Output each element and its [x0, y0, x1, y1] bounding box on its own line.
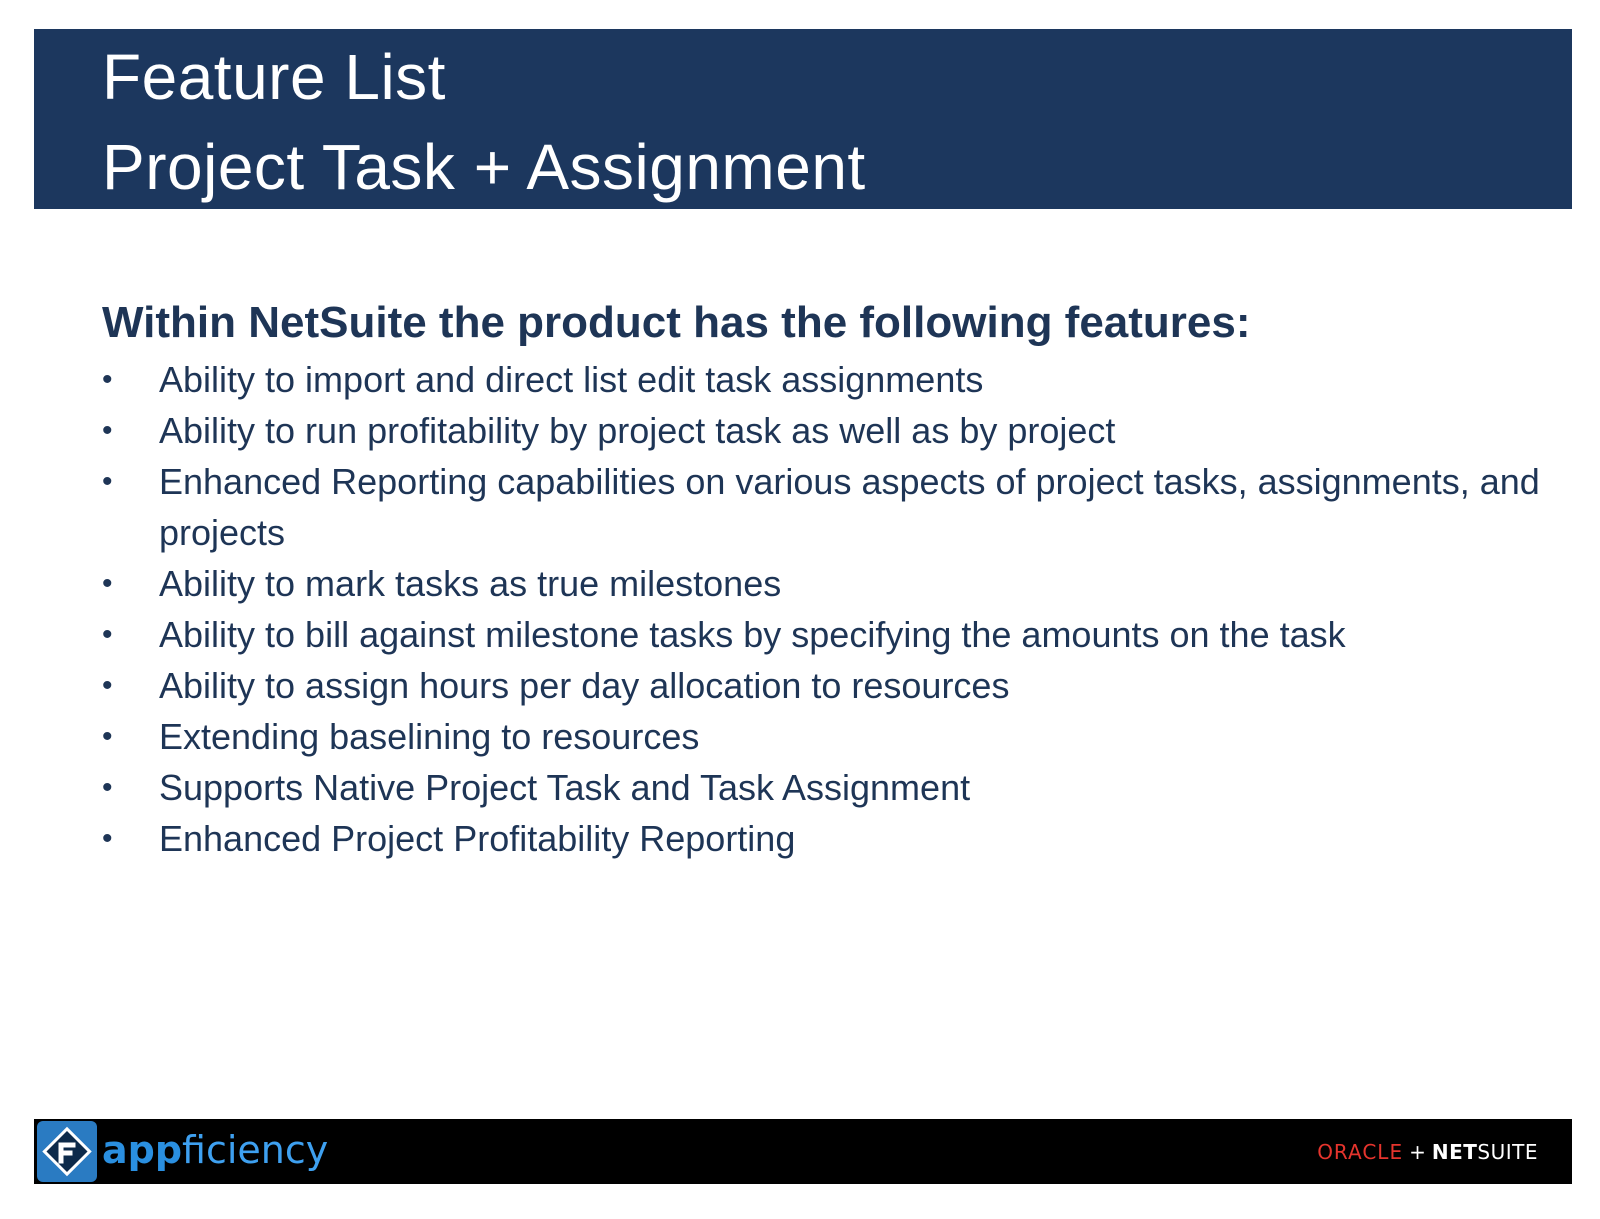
feature-text: Enhanced Project Profitability Reporting: [159, 818, 796, 859]
netsuite-wordmark-suite: SUITE: [1477, 1140, 1538, 1164]
bullet-icon: •: [102, 771, 113, 804]
bullet-icon: •: [102, 414, 113, 447]
slide-content: [102, 292, 1542, 864]
list-item: [102, 405, 1542, 456]
feature-text: Ability to assign hours per day allocation to resources: [159, 665, 1010, 706]
page-title: Feature List: [102, 41, 446, 113]
list-item: [102, 456, 1542, 558]
bullet-icon: •: [102, 567, 113, 600]
list-item: [102, 609, 1542, 660]
bullet-icon: •: [102, 618, 113, 651]
appficiency-logo-icon: [37, 1121, 97, 1182]
oracle-wordmark: ORACLE: [1317, 1140, 1404, 1164]
bullet-icon: •: [102, 465, 113, 498]
footer-bar: [34, 1119, 1572, 1184]
brand-part-ficiency: ficiency: [182, 1128, 329, 1172]
list-item: [102, 558, 1542, 609]
feature-text: Extending baselining to resources: [159, 716, 700, 757]
plus-sign: +: [1409, 1140, 1426, 1164]
bullet-icon: •: [102, 720, 113, 753]
list-item: [102, 711, 1542, 762]
feature-text: Ability to import and direct list edit task assignments: [159, 359, 984, 400]
feature-text: Enhanced Reporting capabilities on various aspects of project tasks, assignments, and projects: [159, 461, 1540, 553]
netsuite-wordmark-net: NET: [1431, 1140, 1478, 1164]
bullet-icon: •: [102, 669, 113, 702]
appficiency-mark: [37, 1121, 97, 1182]
feature-text: Supports Native Project Task and Task Assignment: [159, 767, 971, 808]
title-bar: [34, 29, 1572, 209]
intro-heading: Within NetSuite the product has the following features:: [102, 298, 1251, 347]
brand-part-app: app: [102, 1128, 183, 1172]
feature-text: Ability to run profitability by project task as well as by project: [159, 410, 1116, 451]
list-item: [102, 762, 1542, 813]
list-item: [102, 660, 1542, 711]
feature-text: Ability to mark tasks as true milestones: [159, 563, 782, 604]
partner-logo: [1317, 1139, 1538, 1165]
page-subtitle: Project Task + Assignment: [102, 131, 866, 203]
bullet-icon: •: [102, 363, 113, 396]
feature-list: [102, 354, 1542, 864]
list-item: [102, 813, 1542, 864]
appficiency-wordmark: [102, 1126, 328, 1174]
list-item: [102, 354, 1542, 405]
bullet-icon: •: [102, 822, 113, 855]
feature-text: Ability to bill against milestone tasks by specifying the amounts on the task: [159, 614, 1346, 655]
